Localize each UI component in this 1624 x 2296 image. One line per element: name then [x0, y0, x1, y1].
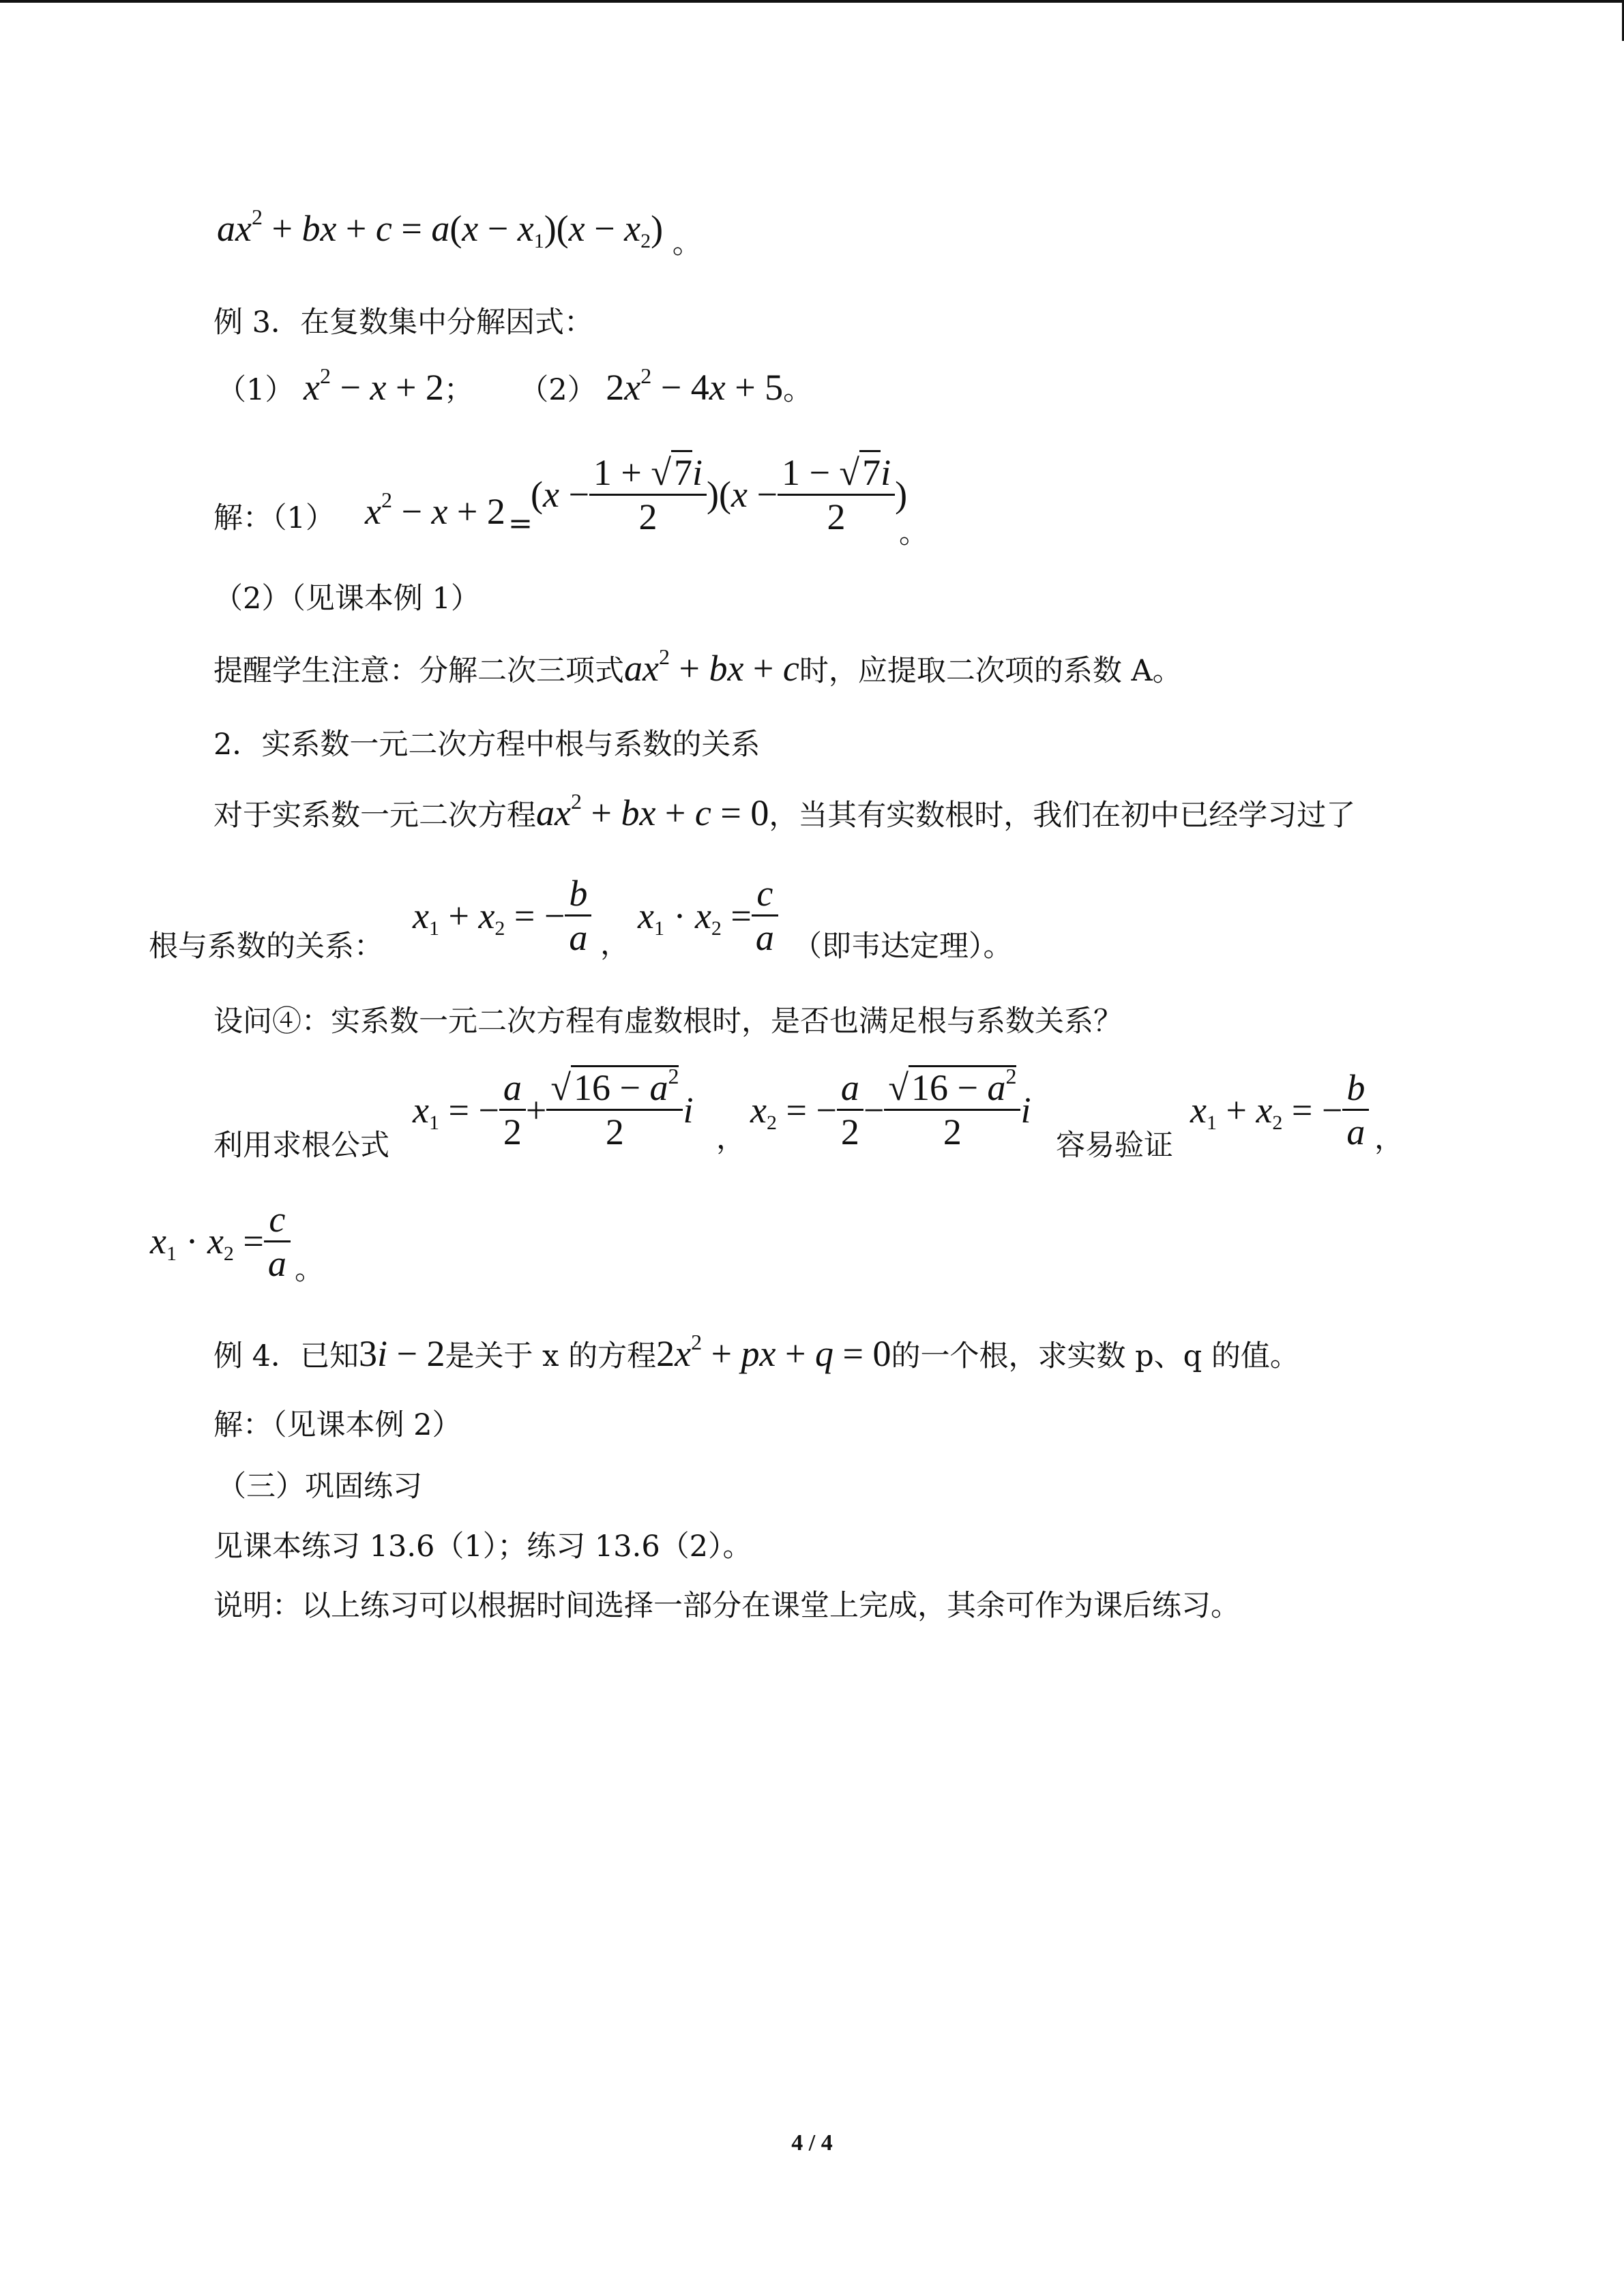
example-3-problems [217, 363, 813, 413]
section-2-title: 2．实系数一元二次方程中根与系数的关系 [213, 728, 761, 762]
page-number: 4 / 4 [791, 2130, 833, 2156]
root-x2: x2 = − $\frac{a}{2}$ − $\frac{√16 - a^2}{2}$ i [750, 1064, 1031, 1152]
solution-1-fraction-1: $\frac{1 + √7i}{2}$ [589, 451, 707, 538]
solution-1-rhs: (x − $\frac{1 + √7i}{2}$ )(x − $\frac{1 - √7i}{2}$ ) [531, 443, 907, 546]
example-3-expr-2: $2x^2 - 4x + 5$ [606, 363, 784, 408]
question-4: 设问④：实系数一元二次方程有虚数根时，是否也满足根与系数关系？ [213, 1004, 1123, 1039]
vieta-label: 根与系数的关系： [149, 929, 383, 964]
solution-1-end: 。 [899, 516, 928, 550]
example-3-part-2-label: （2） [519, 373, 597, 407]
example-3-part-1-label: （1） [217, 373, 295, 407]
reminder-expr: $ax^2$ + bx + c [624, 644, 799, 689]
vieta-separator: ， [600, 927, 630, 961]
vieta-product: x1 · x2 = $\frac{c}{a}$ [638, 863, 778, 968]
quadratic-equation: $ax^2$ + bx + c = 0 [536, 789, 769, 833]
solution-1-label: 解：（1） [213, 501, 335, 535]
verify-separator: ， [1374, 1122, 1404, 1156]
factor-formula-end: 。 [672, 226, 702, 260]
note-text: 说明：以上练习可以根据时间选择一部分在课堂上完成，其余可作为课后练习。 [213, 1589, 1240, 1623]
verify-sum: x1 + x2 = − $\frac{b}{a}$ [1190, 1054, 1369, 1166]
vieta-sum: x1 + x2 = − $\frac{b}{a}$ [413, 863, 591, 968]
solution-1-equals: = [508, 507, 533, 541]
root-x1: x1 = − $\frac{a}{2}$ + $\frac{√16 - a^2}{2}$ i [413, 1064, 694, 1152]
root-formula-label: 利用求根公式 [213, 1129, 389, 1163]
solution-1-lhs: $x^2 - x + 2$ [365, 488, 505, 532]
example-4-equation: $2x^2$ + px + q = 0 [656, 1330, 891, 1374]
practice-title: （三）巩固练习 [217, 1470, 422, 1504]
example-4-root: 3i − 2 [359, 1333, 445, 1374]
solution-2: （2）（见课本例 1） [213, 582, 480, 616]
example-4: 例 4．已知3i − 2是关于 x 的方程$2x^2$ + px + q = 0的一个根，求实数 p、q 的值。 [213, 1330, 1299, 1374]
factor-formula-line [217, 205, 702, 260]
verify-end: 。 [295, 1253, 324, 1287]
factor-formula: $ax^2$ + bx + c = a(x − x1)(x − x2) [217, 205, 664, 252]
easy-verify-label: 容易验证 [1056, 1129, 1173, 1163]
example-3-separator: ； [443, 373, 473, 407]
practice-text: 见课本练习 13.6（1）；练习 13.6（2）。 [213, 1530, 752, 1564]
verify-product: x1 · x2 = $\frac{c}{a}$ [150, 1190, 291, 1292]
example-3-expr-1: $x^2 - x + 2$ [304, 363, 444, 408]
root-separator: ， [716, 1122, 745, 1156]
top-border [0, 0, 1624, 3]
vieta-theorem-note: （即韦达定理）。 [793, 929, 1013, 964]
example-3-title: 例 3．在复数集中分解因式： [213, 305, 594, 340]
real-coefficient-line: 对于实系数一元二次方程$ax^2$ + bx + c = 0，当其有实数根时，我们在初中已经学习过了 [213, 789, 1356, 833]
example-4-solution: 解：（见课本例 2） [213, 1408, 462, 1442]
reminder-line: 提醒学生注意：分解二次三项式$ax^2$ + bx + c时，应提取二次项的系数 A。 [213, 644, 1182, 689]
example-3-end: 。 [783, 373, 813, 407]
solution-1-fraction-2: $\frac{1 - √7i}{2}$ [778, 451, 895, 538]
